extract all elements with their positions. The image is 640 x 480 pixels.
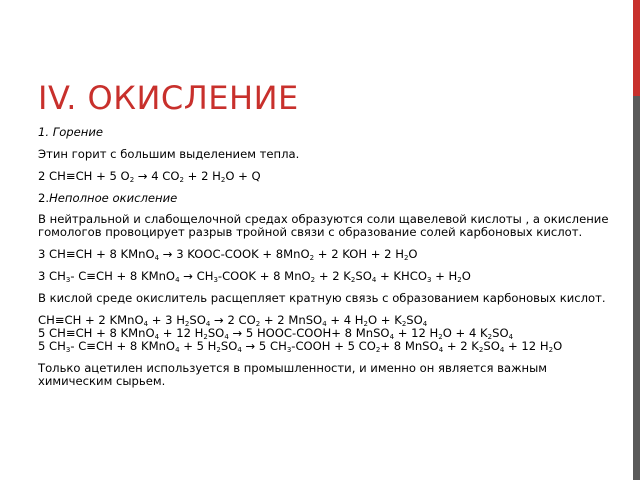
subscript: 2 [310,276,316,284]
equation-part: O + 4 K [442,326,488,340]
equation-part: 5 CH≡CH + 8 KMnO [38,326,155,340]
equation-part: O [408,247,418,261]
equation-part: SO [207,326,225,340]
equation-part: O [553,339,563,353]
subscript: 2 [203,333,208,341]
equation-part: - C≡CH + 8 KMnO [70,339,176,353]
subscript: 4 [499,346,505,354]
conclusion-text: Только ацетилен используется в промышленности, и именно он является важным химическим сырьем. [38,361,547,388]
equation-part: → CH [179,269,214,283]
equation-part: - C≡CH + 8 KMnO [70,269,176,283]
equation-part: + 12 H [159,326,204,340]
subscript: 4 [371,276,377,284]
equation-combustion [38,170,613,183]
section1-text: Этин горит с большим выделением тепла. [38,147,300,161]
acid-text: В кислой среде окислитель расщепляет кратную связь с образованием карбоновых кислот. [38,291,606,305]
side-bar [633,96,640,480]
subscript: 2 [216,346,221,354]
section1-heading: 1. Горение [38,125,104,139]
equation-part: 3 CH≡CH + 8 KMnO [38,247,155,261]
subscript: 2 [350,276,356,284]
equation-part: CH≡CH + 2 KMnO [38,313,144,327]
subscript: 2 [403,254,409,262]
equation-part: + 2 K [315,269,351,283]
equation-part: + 4 H [326,313,364,327]
subscript: 2 [487,333,493,341]
equation-part: + 2 K [443,339,479,353]
subscript: 3 [213,276,218,284]
equation-part: + H [431,269,458,283]
subscript: 2 [255,320,261,328]
subscript: 2 [309,254,315,262]
subscript: 2 [129,176,135,184]
equation-part: 5 CH [38,339,66,353]
accent-bar [633,0,640,96]
equation-part: SO [189,313,206,327]
section2-intro: В нейтральной и слабощелочной средах образуются соли щавелевой кислоты , а окисление гомологов провоцирует разрыв тройной связи с образование солей карбоновых кислот. [38,212,609,239]
subscript: 2 [478,346,484,354]
subscript: 2 [457,276,462,284]
subscript: 4 [422,320,428,328]
slide-content [38,126,613,388]
subscript: 4 [237,346,242,354]
subscript: 3 [286,346,292,354]
equation-neutral-1 [38,248,613,261]
subscript: 4 [154,333,160,341]
equation-neutral-2 [38,270,613,283]
subscript: 4 [154,254,160,262]
subscript: 4 [224,333,229,341]
subscript: 3 [65,346,71,354]
subscript: 2 [363,320,368,328]
equation-part: + 2 KOH + 2 H [314,247,404,261]
subscript: 2 [375,346,381,354]
equation-acid-3 [38,340,613,353]
equation-part: -COOK + 8 MnO [217,269,311,283]
equation-part: → 5 CH [241,339,287,353]
equation-part: + 5 H [179,339,217,353]
equation-part: + 2 MnSO [260,313,323,327]
equation-part: O [461,269,471,283]
subscript: 2 [179,176,184,184]
section2-title: Неполное окисление [49,191,178,205]
equation-part: 3 CH [38,269,66,283]
equation-part: → 2 CO [210,313,256,327]
subscript: 2 [548,346,554,354]
equation-part: SO [483,339,500,353]
equation-part: O + Q [225,169,261,183]
equation-part: SO [355,269,372,283]
equation-part: O + K [368,313,402,327]
subscript: 4 [205,320,211,328]
subscript: 3 [65,276,71,284]
equation-part: SO [492,326,509,340]
subscript: 2 [184,320,190,328]
subscript: 2 [401,320,407,328]
equation-part: SO [220,339,238,353]
equation-part: + 8 MnSO [380,339,439,353]
equation-part: → 4 CO [134,169,180,183]
section2-number: 2. [38,191,50,205]
slide-title: IV. ОКИСЛЕНИЕ [38,79,299,117]
equation-part: SO [406,313,423,327]
subscript: 4 [438,346,444,354]
section2-heading [38,192,613,205]
subscript: 4 [322,320,327,328]
subscript: 2 [220,176,226,184]
subscript: 4 [143,320,149,328]
equation-part: → 5 HOOC-COOH+ 8 MnSO [228,326,390,340]
subscript: 3 [426,276,432,284]
subscript: 2 [438,333,443,341]
subscript: 4 [175,276,180,284]
equation-part: → 3 KOOC-COOK + 8MnO [159,247,310,261]
equation-part: -COOH + 5 CO [291,339,376,353]
equation-part: + 12 H [504,339,549,353]
equation-part: 2 CH≡CH + 5 O [38,169,130,183]
subscript: 4 [389,333,395,341]
equation-part: + 12 H [394,326,439,340]
equation-part: + KHCO [376,269,427,283]
equation-part: + 3 H [148,313,185,327]
subscript: 4 [175,346,180,354]
equation-part: + 2 H [184,169,221,183]
subscript: 4 [508,333,514,341]
